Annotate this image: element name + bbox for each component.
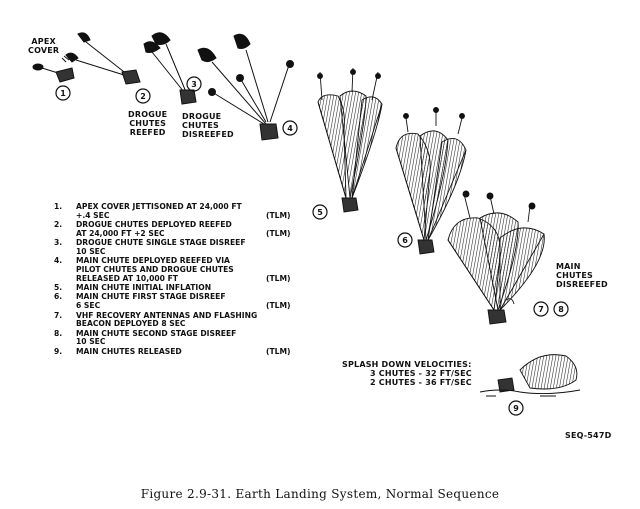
label-main-disreefed: MAIN CHUTES DISREEFED bbox=[556, 262, 608, 289]
sequence-line: 10 SEC bbox=[76, 337, 106, 347]
capsule-shape bbox=[260, 124, 278, 140]
sequence-line: PILOT CHUTES AND DROGUE CHUTES bbox=[76, 265, 234, 275]
sequence-item bbox=[54, 221, 304, 239]
sequence-line: VHF RECOVERY ANTENNAS AND FLASHING bbox=[76, 310, 258, 320]
sequence-text bbox=[76, 239, 304, 257]
capsule-shape bbox=[418, 240, 434, 254]
sequence-item bbox=[54, 348, 304, 357]
sequence-number: 5. bbox=[54, 283, 63, 293]
sequence-number: 6. bbox=[54, 292, 63, 302]
label-drogue-reefed: DROGUE CHUTES REEFED bbox=[128, 110, 168, 137]
sequence-number: 7. bbox=[54, 310, 63, 320]
sequence-line: BEACON DEPLOYED 8 SEC bbox=[76, 319, 186, 329]
sequence-item bbox=[54, 293, 304, 311]
label-drogue-disreefed: DROGUE CHUTES DISREEFED bbox=[182, 112, 234, 139]
sequence-list bbox=[54, 203, 304, 357]
sequence-line: DROGUE CHUTE SINGLE STAGE DISREEF bbox=[76, 238, 246, 248]
sequence-line: APEX COVER JETTISONED AT 24,000 FT bbox=[76, 202, 242, 211]
sequence-number: 4. bbox=[54, 256, 63, 266]
step-num-9: 9 bbox=[513, 404, 519, 413]
sequence-number: 1. bbox=[54, 202, 63, 211]
step-num-6: 6 bbox=[402, 236, 408, 245]
step-num-1: 1 bbox=[60, 89, 66, 98]
sequence-line: MAIN CHUTE INITIAL INFLATION bbox=[76, 283, 212, 293]
capsule-shape bbox=[180, 90, 196, 104]
stage-5-initial-inflation bbox=[318, 68, 383, 212]
step-num-2: 2 bbox=[140, 92, 146, 101]
sequence-line: DROGUE CHUTES DEPLOYED REEFED bbox=[76, 220, 232, 230]
sequence-line: AT 24,000 FT +2 SEC bbox=[76, 228, 165, 238]
stage-1-apex-cover bbox=[33, 56, 74, 82]
sequence-tlm: (TLM) bbox=[266, 273, 291, 283]
step-num-5: 5 bbox=[317, 208, 323, 217]
capsule-shape bbox=[488, 310, 506, 324]
sequence-tlm: (TLM) bbox=[266, 228, 291, 238]
sequence-tlm: (TLM) bbox=[266, 346, 291, 356]
sequence-number: 3. bbox=[54, 238, 63, 248]
sequence-tlm: (TLM) bbox=[266, 301, 291, 311]
sequence-line: MAIN CHUTES RELEASED bbox=[76, 346, 182, 356]
splash-line-2: 2 CHUTES - 36 FT/SEC bbox=[370, 378, 472, 387]
sequence-line: MAIN CHUTE FIRST STAGE DISREEF bbox=[76, 292, 226, 302]
sequence-item bbox=[54, 330, 304, 348]
sequence-number: 8. bbox=[54, 328, 63, 338]
step-num-3: 3 bbox=[191, 80, 197, 89]
stage-2-drogue-reefed bbox=[66, 33, 140, 84]
sequence-number: 9. bbox=[54, 346, 63, 356]
label-apex-cover: APEX COVER bbox=[28, 37, 60, 55]
apex-cover-shape bbox=[33, 64, 43, 70]
stage-7-8-main-disreefed bbox=[448, 191, 544, 324]
splash-line-1: 3 CHUTES - 32 FT/SEC bbox=[370, 369, 472, 378]
sequence-item bbox=[54, 203, 304, 221]
sequence-tlm: (TLM) bbox=[266, 210, 291, 220]
capsule-shape bbox=[342, 198, 358, 212]
capsule-shape bbox=[56, 68, 74, 82]
stage-3-drogue-disreefed bbox=[144, 33, 196, 104]
sequence-item bbox=[54, 239, 304, 257]
step-num-8: 8 bbox=[558, 305, 564, 314]
sequence-number: 2. bbox=[54, 220, 63, 230]
sequence-text bbox=[76, 330, 304, 348]
sequence-line: 6 SEC bbox=[76, 301, 101, 311]
figure-caption: Figure 2.9-31. Earth Landing System, Normal Sequence bbox=[140, 487, 500, 501]
stage-9-splashdown bbox=[480, 355, 580, 396]
sequence-line: MAIN CHUTE SECOND STAGE DISREEF bbox=[76, 328, 237, 338]
sequence-item bbox=[54, 312, 304, 330]
sequence-text bbox=[76, 312, 304, 330]
sequence-item bbox=[54, 257, 304, 283]
sequence-line: MAIN CHUTE DEPLOYED REEFED VIA bbox=[76, 256, 230, 266]
step-num-7: 7 bbox=[538, 305, 544, 314]
step-num-4: 4 bbox=[287, 124, 293, 133]
sequence-line: 10 SEC bbox=[76, 246, 106, 256]
splash-title: SPLASH DOWN VELOCITIES: bbox=[342, 360, 472, 369]
sequence-line: RELEASED AT 10,000 FT bbox=[76, 273, 178, 283]
capsule-shape bbox=[122, 70, 140, 84]
seq-code: SEQ-547D bbox=[565, 431, 612, 440]
sequence-line: +.4 SEC bbox=[76, 210, 110, 220]
